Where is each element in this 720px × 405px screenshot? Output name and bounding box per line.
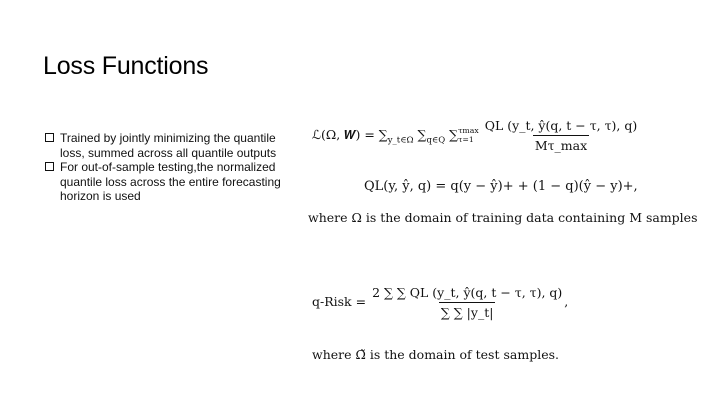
loss-sum3-sub: τ=1 xyxy=(458,134,474,144)
omega-note: where Ω is the domain of training data containing M samples xyxy=(308,210,698,225)
slide-title: Loss Functions xyxy=(43,52,209,80)
bullet-list xyxy=(44,131,284,204)
loss-equation xyxy=(312,118,639,153)
qrisk-numerator: 2 ∑ ∑ QL (y_t, ŷ(q, t − τ, τ), q) xyxy=(372,285,563,300)
checkbox-bullet-icon xyxy=(45,133,54,142)
loss-fraction xyxy=(483,118,640,153)
qrisk-fraction xyxy=(370,285,564,320)
sum-symbol: ∑ xyxy=(417,127,427,142)
bullet-item xyxy=(44,131,284,160)
loss-sum1-sub: y_t∈Ω xyxy=(387,135,414,146)
ql-definition: QL(y, ŷ, q) = q(y − ŷ)+ + (1 − q)(ŷ − y)+, xyxy=(364,179,638,194)
loss-sum3-sup: τmax xyxy=(458,125,479,135)
bullet-text: For out-of-sample testing,the normalized quantile loss across the entire forecasting horizon is used xyxy=(60,160,281,204)
bullet-item xyxy=(44,160,284,204)
loss-sum2-sub: q∈Q xyxy=(426,135,446,146)
sum-symbol: ∑ xyxy=(449,127,459,142)
qrisk-comma: , xyxy=(564,294,569,309)
omega-test-note: where Ω̃ is the domain of test samples. xyxy=(312,347,559,362)
qrisk-denominator: ∑ ∑ |y_t| xyxy=(439,302,496,320)
loss-numerator: QL (y_t, ŷ(q, t − τ, τ), q) xyxy=(484,118,638,133)
qrisk-equation xyxy=(312,285,568,320)
qrisk-lhs: q-Risk = xyxy=(312,294,367,309)
loss-denominator: Mτ_max xyxy=(533,135,589,153)
checkbox-bullet-icon xyxy=(45,162,54,171)
bullet-text: Trained by jointly minimizing the quantile loss, summed across all quantile outputs xyxy=(60,131,277,160)
loss-lhs: ℒ(Ω, 𝑾) = ∑ xyxy=(312,127,388,142)
